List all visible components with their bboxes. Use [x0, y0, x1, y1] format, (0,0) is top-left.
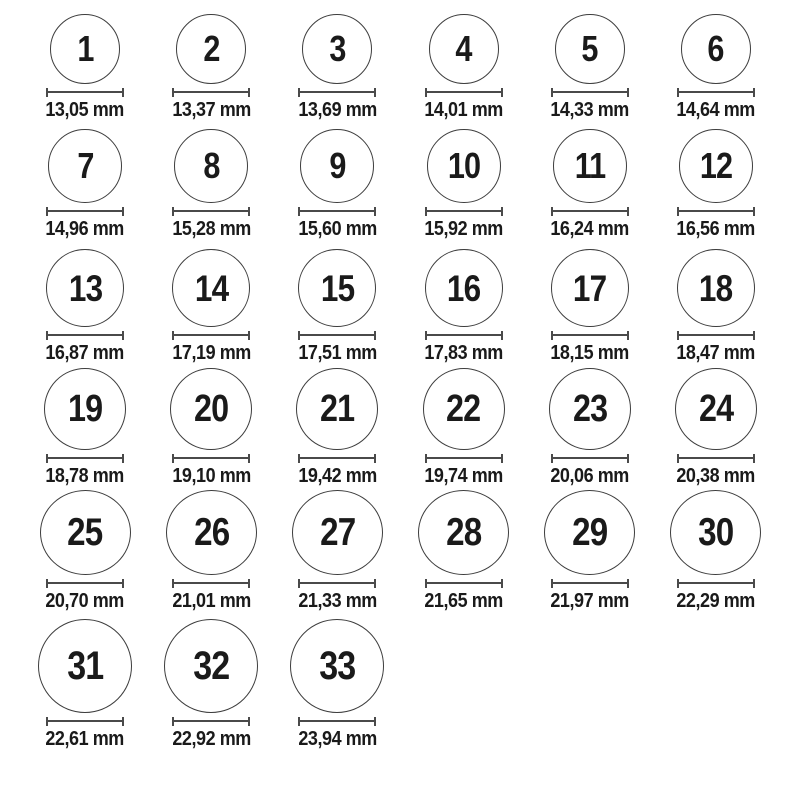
diameter-measure-bracket [46, 579, 124, 588]
ring-size-cell [148, 243, 274, 367]
diameter-measure-bracket [46, 717, 124, 726]
diameter-label: 16,87 mm [45, 342, 125, 364]
diameter-label: 22,29 mm [676, 590, 756, 612]
ring-circle [170, 368, 252, 450]
ring-size-number: 19 [67, 388, 103, 430]
ring-size-cell [274, 615, 400, 753]
ring-size-cell [148, 615, 274, 753]
ring-circle [40, 490, 131, 575]
diameter-label: 17,19 mm [172, 342, 251, 364]
diameter-label: 20,38 mm [676, 465, 756, 487]
ring-size-number: 22 [446, 388, 481, 430]
diameter-label: 21,01 mm [172, 590, 251, 612]
ring-size-cell [400, 124, 526, 243]
ring-size-cell [274, 124, 400, 243]
diameter-measure-bracket [425, 207, 503, 216]
ring-size-number: 26 [193, 511, 229, 554]
ring-size-cell [653, 243, 779, 367]
diameter-label: 20,70 mm [45, 590, 125, 612]
ring-circle [549, 368, 631, 450]
diameter-label: 14,96 mm [45, 218, 125, 240]
ring-size-number: 33 [319, 644, 356, 688]
diameter-measure-bracket [425, 454, 503, 463]
ring-size-cell [274, 367, 400, 490]
ring-circle [544, 490, 635, 575]
ring-circle [298, 249, 376, 327]
ring-circle [675, 368, 757, 450]
diameter-measure-bracket [172, 454, 250, 463]
ring-circle [176, 14, 246, 84]
diameter-measure-bracket [298, 454, 376, 463]
ring-size-cell [274, 490, 400, 615]
ring-size-cell [653, 367, 779, 490]
diameter-measure-bracket [425, 88, 503, 97]
diameter-label: 15,60 mm [298, 218, 377, 240]
ring-circle [290, 619, 384, 713]
ring-size-cell [400, 490, 526, 615]
ring-size-number: 9 [329, 145, 346, 186]
ring-size-number: 5 [581, 28, 598, 69]
diameter-label: 17,83 mm [424, 342, 503, 364]
ring-size-cell [653, 124, 779, 243]
ring-size-number: 10 [447, 145, 480, 186]
diameter-label: 22,61 mm [45, 728, 125, 750]
diameter-label: 21,97 mm [550, 590, 629, 612]
diameter-label: 20,06 mm [550, 465, 629, 487]
diameter-label: 15,28 mm [172, 218, 251, 240]
ring-size-cell [22, 367, 148, 490]
ring-size-cell [400, 367, 526, 490]
ring-circle [551, 249, 629, 327]
ring-circle [553, 129, 627, 203]
diameter-measure-bracket [172, 331, 250, 340]
diameter-label: 13,69 mm [298, 99, 377, 121]
diameter-measure-bracket [551, 454, 629, 463]
ring-circle [166, 490, 257, 575]
ring-circle [44, 368, 126, 450]
ring-size-number: 28 [445, 511, 482, 554]
diameter-measure-bracket [46, 454, 124, 463]
ring-size-cell [527, 367, 653, 490]
diameter-label: 14,64 mm [676, 99, 756, 121]
diameter-measure-bracket [677, 207, 755, 216]
ring-size-cell [527, 243, 653, 367]
ring-circle [172, 249, 250, 327]
diameter-label: 17,51 mm [298, 342, 377, 364]
diameter-measure-bracket [551, 331, 629, 340]
ring-circle [423, 368, 505, 450]
ring-size-number: 11 [574, 145, 606, 186]
ring-size-number: 14 [194, 267, 228, 309]
diameter-label: 19,10 mm [172, 465, 251, 487]
ring-circle [48, 129, 122, 203]
ring-size-number: 25 [67, 511, 103, 554]
diameter-label: 14,01 mm [424, 99, 503, 121]
ring-circle [670, 490, 761, 575]
diameter-measure-bracket [172, 207, 250, 216]
ring-size-cell [22, 490, 148, 615]
ring-size-number: 32 [193, 644, 230, 688]
ring-size-number: 20 [194, 388, 229, 430]
ring-size-number: 31 [67, 644, 104, 688]
diameter-label: 14,33 mm [550, 99, 629, 121]
diameter-label: 18,47 mm [676, 342, 756, 364]
ring-size-cell [148, 0, 274, 124]
ring-size-number: 3 [329, 28, 346, 69]
ring-size-cell [527, 124, 653, 243]
diameter-label: 23,94 mm [298, 728, 377, 750]
ring-circle [296, 368, 378, 450]
ring-circle [429, 14, 499, 84]
diameter-label: 18,15 mm [550, 342, 629, 364]
diameter-measure-bracket [46, 331, 124, 340]
diameter-measure-bracket [425, 579, 503, 588]
ring-circle [679, 129, 753, 203]
ring-circle [418, 490, 509, 575]
diameter-measure-bracket [677, 579, 755, 588]
diameter-measure-bracket [172, 579, 250, 588]
diameter-measure-bracket [298, 717, 376, 726]
ring-size-number: 24 [698, 388, 734, 430]
ring-size-cell [148, 367, 274, 490]
diameter-measure-bracket [46, 207, 124, 216]
diameter-measure-bracket [172, 717, 250, 726]
ring-size-number: 2 [203, 28, 220, 69]
ring-size-cell [400, 243, 526, 367]
ring-circle [427, 129, 501, 203]
diameter-label: 16,56 mm [676, 218, 756, 240]
diameter-label: 13,37 mm [172, 99, 251, 121]
diameter-measure-bracket [551, 88, 629, 97]
diameter-label: 16,24 mm [550, 218, 629, 240]
ring-size-number: 29 [572, 511, 608, 554]
ring-circle [555, 14, 625, 84]
ring-size-cell [148, 490, 274, 615]
ring-size-cell [22, 0, 148, 124]
ring-size-number: 17 [573, 267, 607, 309]
ring-size-cell [22, 243, 148, 367]
diameter-label: 13,05 mm [45, 99, 125, 121]
diameter-label: 15,92 mm [424, 218, 503, 240]
diameter-measure-bracket [425, 331, 503, 340]
ring-circle [46, 249, 124, 327]
diameter-measure-bracket [551, 579, 629, 588]
ring-size-number: 16 [446, 267, 481, 309]
ring-size-cell [274, 0, 400, 124]
ring-size-cell [274, 243, 400, 367]
diameter-measure-bracket [298, 207, 376, 216]
ring-size-number: 13 [68, 267, 102, 309]
diameter-label: 19,42 mm [298, 465, 377, 487]
ring-size-number: 7 [76, 145, 94, 186]
ring-size-cell [148, 124, 274, 243]
ring-size-number: 8 [203, 145, 220, 186]
diameter-label: 19,74 mm [424, 465, 503, 487]
diameter-measure-bracket [172, 88, 250, 97]
diameter-measure-bracket [551, 207, 629, 216]
ring-size-number: 27 [319, 511, 355, 554]
ring-size-number: 18 [699, 267, 733, 309]
ring-circle [164, 619, 258, 713]
ring-circle [50, 14, 120, 84]
ring-size-number: 30 [698, 511, 734, 554]
ring-circle [300, 129, 374, 203]
ring-circle [681, 14, 751, 84]
ring-size-number: 6 [707, 28, 724, 69]
ring-size-cell [653, 0, 779, 124]
ring-circle [677, 249, 755, 327]
ring-size-cell [22, 615, 148, 753]
diameter-measure-bracket [46, 88, 124, 97]
ring-size-number: 4 [455, 28, 472, 69]
diameter-label: 21,65 mm [424, 590, 503, 612]
diameter-measure-bracket [677, 331, 755, 340]
diameter-measure-bracket [298, 579, 376, 588]
diameter-measure-bracket [298, 88, 376, 97]
ring-circle [174, 129, 248, 203]
ring-size-number: 21 [320, 388, 355, 430]
ring-circle [38, 619, 132, 713]
ring-size-number: 15 [320, 267, 355, 309]
ring-size-number: 23 [572, 388, 607, 430]
ring-size-number: 1 [76, 28, 94, 69]
ring-circle [292, 490, 383, 575]
ring-size-cell [22, 124, 148, 243]
diameter-label: 21,33 mm [298, 590, 377, 612]
ring-size-number: 12 [699, 145, 733, 186]
ring-size-cell [527, 490, 653, 615]
diameter-label: 18,78 mm [45, 465, 125, 487]
diameter-measure-bracket [677, 88, 755, 97]
ring-size-cell [653, 490, 779, 615]
diameter-label: 22,92 mm [172, 728, 251, 750]
diameter-measure-bracket [298, 331, 376, 340]
ring-circle [425, 249, 503, 327]
ring-size-cell [400, 0, 526, 124]
ring-circle [302, 14, 372, 84]
ring-size-cell [527, 0, 653, 124]
diameter-measure-bracket [677, 454, 755, 463]
